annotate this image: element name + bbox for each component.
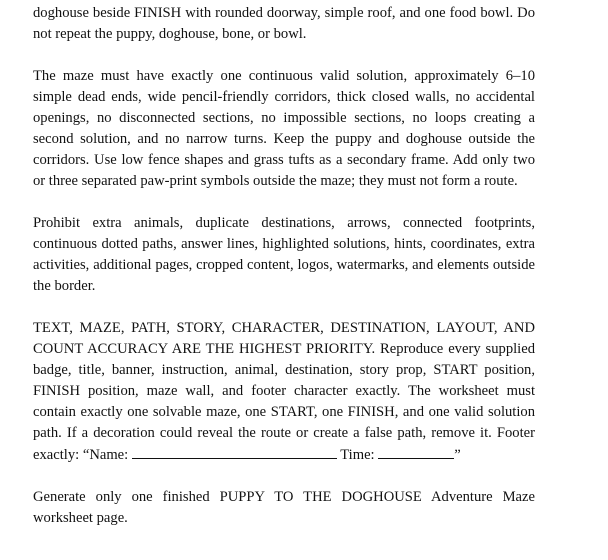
name-blank-line	[132, 444, 337, 459]
paragraph-maze-rules: The maze must have exactly one continuous valid solution, approximately 6–10 simple dead ends, wide pencil-friendly corridors, thick closed walls, no accidental openings, no disconnected sections, no impossible sections, no loops creating a second solution, and no narrow turns. Keep the puppy and doghouse outside the corridors. Use low fence shapes and grass tufts as a secondary frame. Add only two or three separated paw-print symbols outside the maze; they must not form a route.	[33, 68, 535, 189]
accuracy-text: TEXT, MAZE, PATH, STORY, CHARACTER, DESTINATION, LAYOUT, AND COUNT ACCURACY ARE THE HIGHEST PRIORITY. Reproduce every supplied badge, title, banner, instruction, animal, destination, story prop, START position, FINISH position, maze wall, and footer character exactly. The worksheet must contain exactly one solvable maze, one START, one FINISH, and one valid solution path. If a decoration could reveal the route or create a false path, remove it. Footer exactly: “Name:	[33, 320, 535, 463]
time-blank-line	[378, 444, 454, 459]
document-body	[33, 3, 535, 550]
paragraph-generate: Generate only one finished PUPPY TO THE DOGHOUSE Adventure Maze worksheet page.	[33, 489, 535, 526]
time-label: Time:	[340, 447, 375, 463]
paragraph-prohibitions: Prohibit extra animals, duplicate destinations, arrows, connected footprints, continuous dotted paths, answer lines, highlighted solutions, hints, coordinates, extra activities, additional pages, cropped content, logos, watermarks, and elements outside the border.	[33, 215, 535, 294]
paragraph-accuracy	[33, 318, 535, 466]
paragraph-doghouse: doghouse beside FINISH with rounded doorway, simple roof, and one food bowl. Do not repeat the puppy, doghouse, bone, or bowl.	[33, 5, 535, 42]
closing-quote: ”	[454, 447, 461, 463]
